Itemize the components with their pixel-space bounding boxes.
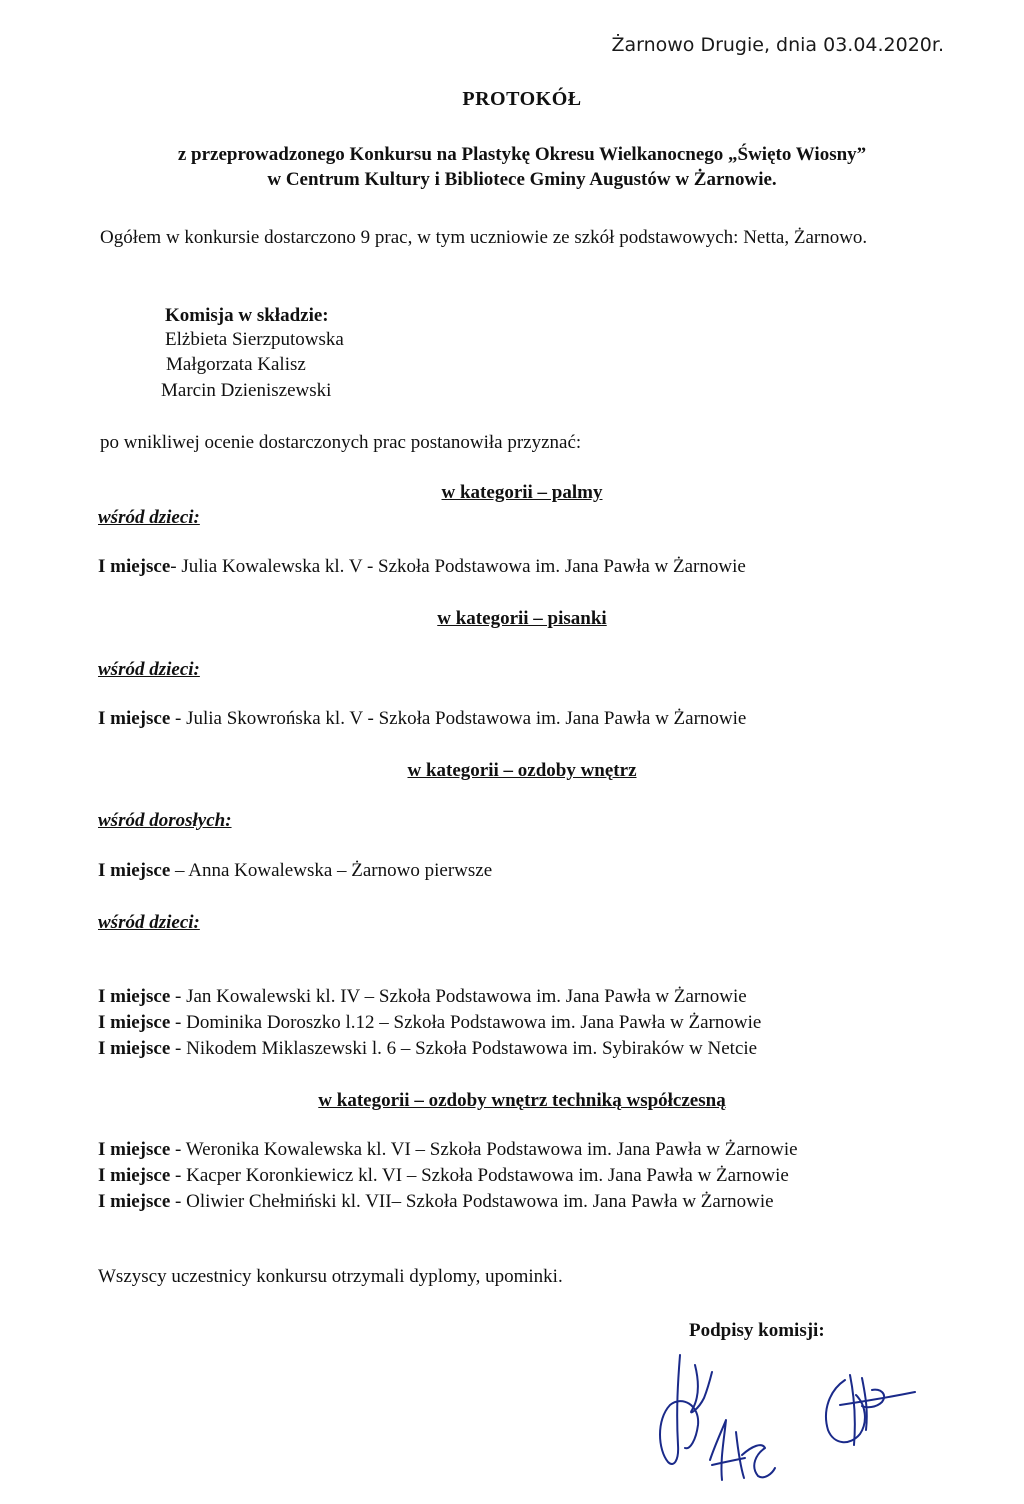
- group-label: wśród dzieci:: [98, 507, 200, 528]
- winner-row: [98, 1038, 757, 1060]
- winner-row: [98, 708, 746, 730]
- handwritten-signatures: [640, 1350, 940, 1495]
- place-label: I miejsce: [98, 1191, 171, 1212]
- place-label: I miejsce: [98, 860, 171, 881]
- place-label: I miejsce: [98, 1165, 171, 1186]
- winner-text: - Kacper Koronkiewicz kl. VI – Szkoła Podstawowa im. Jana Pawła w Żarnowie: [170, 1165, 789, 1186]
- committee-member: Elżbieta Sierzputowska: [165, 329, 344, 350]
- winner-row: [98, 986, 747, 1008]
- winner-text: - Jan Kowalewski kl. IV – Szkoła Podstawowa im. Jana Pawła w Żarnowie: [170, 986, 747, 1007]
- decision-text: po wnikliwej ocenie dostarczonych prac postanowiła przyznać:: [100, 432, 582, 453]
- winner-row: [98, 1191, 774, 1213]
- winner-row: [98, 860, 492, 882]
- subtitle-line-2: w Centrum Kultury i Bibliotece Gminy Augustów w Żarnowie.: [267, 169, 777, 190]
- place-label: I miejsce: [98, 1139, 171, 1160]
- winner-text: - Nikodem Miklaszewski l. 6 – Szkoła Podstawowa im. Sybiraków w Netcie: [170, 1038, 758, 1059]
- committee-heading: Komisja w składzie:: [165, 305, 329, 326]
- winner-text: - Dominika Doroszko l.12 – Szkoła Podstawowa im. Jana Pawła w Żarnowie: [170, 1012, 762, 1033]
- category-title: w kategorii – palmy: [441, 482, 603, 503]
- winner-row: [98, 556, 746, 578]
- intro-paragraph: Ogółem w konkursie dostarczono 9 prac, w tym uczniowie ze szkół podstawowych: Netta, Żarnowo.: [100, 227, 868, 248]
- committee-member: Małgorzata Kalisz: [166, 354, 306, 375]
- place-label: I miejsce: [98, 1038, 171, 1059]
- winner-text: – Anna Kowalewska – Żarnowo pierwsze: [170, 860, 493, 881]
- winner-text: - Julia Skowrońska kl. V - Szkoła Podstawowa im. Jana Pawła w Żarnowie: [170, 708, 747, 729]
- category-title: w kategorii – ozdoby wnętrz: [407, 760, 637, 781]
- winner-row: [98, 1165, 789, 1187]
- signatures-label: Podpisy komisji:: [689, 1320, 825, 1341]
- subtitle-line-1: z przeprowadzonego Konkursu na Plastykę Okresu Wielkanocnego „Święto Wiosny”: [177, 144, 867, 165]
- closing-text: Wszyscy uczestnicy konkursu otrzymali dyplomy, upominki.: [98, 1266, 563, 1287]
- category-title: w kategorii – ozdoby wnętrz techniką współczesną: [318, 1090, 726, 1111]
- winner-text: - Weronika Kowalewska kl. VI – Szkoła Podstawowa im. Jana Pawła w Żarnowie: [170, 1139, 798, 1160]
- winner-text: - Oliwier Chełmiński kl. VII– Szkoła Podstawowa im. Jana Pawła w Żarnowie: [170, 1191, 774, 1212]
- committee-member: Marcin Dzieniszewski: [161, 380, 332, 401]
- place-label: I miejsce: [98, 1012, 171, 1033]
- winner-row: [98, 1012, 761, 1034]
- winner-row: [98, 1139, 798, 1161]
- place-label: I miejsce: [98, 556, 171, 577]
- place-label: I miejsce: [98, 986, 171, 1007]
- document-date: Żarnowo Drugie, dnia 03.04.2020r.: [611, 34, 944, 56]
- group-label: wśród dzieci:: [98, 912, 200, 933]
- category-title: w kategorii – pisanki: [437, 608, 607, 629]
- group-label: wśród dzieci:: [98, 659, 200, 680]
- place-label: I miejsce: [98, 708, 171, 729]
- group-label: wśród dorosłych:: [98, 810, 232, 831]
- winner-text: - Julia Kowalewska kl. V - Szkoła Podstawowa im. Jana Pawła w Żarnowie: [170, 556, 746, 577]
- document-title: PROTOKÓŁ: [462, 88, 582, 110]
